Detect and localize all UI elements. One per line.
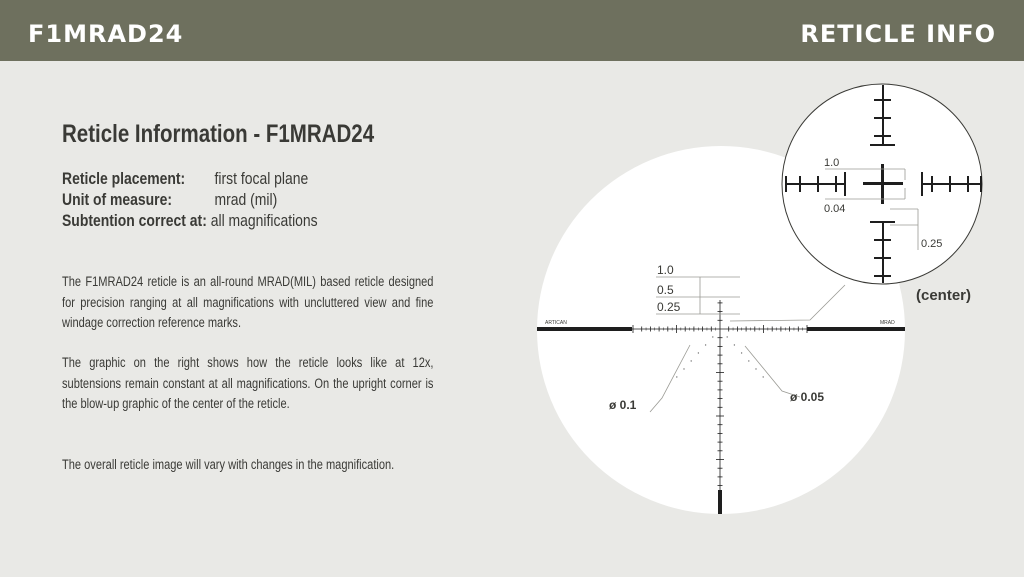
blowup-center-vertical <box>881 164 884 204</box>
blowup-label-1-0: 1.0 <box>824 157 840 169</box>
blowup-caption: (center) <box>916 287 972 304</box>
section-title: RETICLE INFO <box>800 20 996 48</box>
right-post-mark: MRAD <box>880 320 895 326</box>
description-paragraph-3: The overall reticle image will vary with changes in the magnification. <box>62 457 395 472</box>
info-heading: Reticle Information - F1MRAD24 <box>62 120 375 148</box>
description-paragraph-1: The F1MRAD24 reticle is an all-round MRAD(MIL) based reticle designed for precision ranging at all magnifications with uncluttered view and fine windage correction reference marks. <box>62 274 434 330</box>
subtension-label-0-25: 0.25 <box>657 300 681 314</box>
left-post-mark: ARTICAN <box>545 320 567 326</box>
dot-label-0-1: ø 0.1 <box>609 398 637 412</box>
diagonal-dot <box>741 352 742 353</box>
left-thick-post <box>537 327 632 331</box>
spec-label: Unit of measure: <box>62 190 172 209</box>
diagonal-dot <box>712 336 713 337</box>
blowup-bottom-arm <box>882 222 884 283</box>
diagonal-dot <box>734 344 735 345</box>
spec-value: first focal plane <box>214 169 309 188</box>
right-thick-post <box>807 327 905 331</box>
spec-label: Subtention correct at: <box>62 211 207 230</box>
spec-label: Reticle placement: <box>62 169 186 188</box>
spec-value: mrad (mil) <box>214 190 278 209</box>
diagonal-dot <box>691 360 692 361</box>
diagonal-dot <box>698 352 699 353</box>
diagonal-dot <box>748 360 749 361</box>
diagonal-dot <box>763 376 764 377</box>
diagonal-dot <box>676 376 677 377</box>
diagonal-dot <box>705 344 706 345</box>
subtension-label-0-5: 0.5 <box>657 283 674 297</box>
diagonal-dot <box>755 368 756 369</box>
diagonal-dot <box>727 336 728 337</box>
bottom-thick-post <box>718 490 722 514</box>
blowup-label-0-25: 0.25 <box>921 238 943 250</box>
dot-label-0-05: ø 0.05 <box>790 390 825 404</box>
subtension-label-1-0: 1.0 <box>657 263 674 277</box>
description-paragraph-2: The graphic on the right shows how the reticle looks like at 12x, subtensions remain constant at all magnifications. On the upright corner is the blow-up graphic of the center of the reticle. <box>62 355 434 411</box>
blowup-label-0-04: 0.04 <box>824 203 846 215</box>
spec-value: all magnifications <box>210 211 318 230</box>
diagonal-dot <box>683 368 684 369</box>
reticle-name-title: F1MRAD24 <box>28 20 184 48</box>
